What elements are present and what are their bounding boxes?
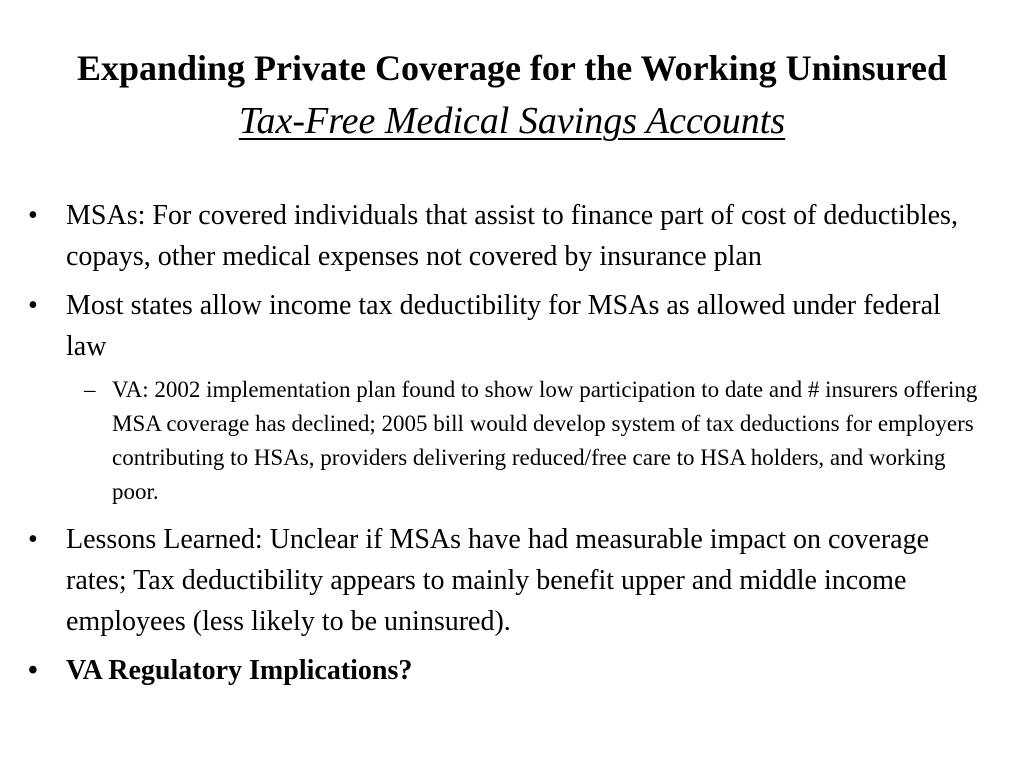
sub-bullet-text: VA: 2002 implementation plan found to show low participation to date and # insurers offering MSA coverage has declined; 2005 bill would develop system of tax deductions for employers contributing to HSAs, providers delivering reduced/free care to HSA holders, and working poor. — [112, 377, 978, 504]
bullet-item — [28, 519, 966, 642]
bullet-text: Most states allow income tax deductibility for MSAs as allowed under federal law — [66, 290, 941, 362]
bullet-item — [28, 285, 966, 367]
slide-subtitle-text: Tax-Free Medical Savings Accounts — [238, 100, 786, 142]
bullet-marker: • — [28, 290, 38, 321]
bullet-list — [0, 195, 1024, 691]
bullet-marker: • — [28, 524, 38, 555]
sub-bullet-marker: – — [84, 377, 96, 402]
sub-bullet-item — [84, 373, 992, 509]
bullet-text: MSAs: For covered individuals that assist to finance part of cost of deductibles, copays, other medical expenses not covered by insurance plan — [66, 200, 958, 272]
bullet-item — [28, 195, 966, 277]
slide-title: Expanding Private Coverage for the Working Uninsured — [76, 48, 948, 88]
bullet-text: VA Regulatory Implications? — [66, 655, 413, 686]
bullet-marker: • — [28, 655, 38, 686]
bullet-item — [28, 650, 966, 691]
slide-subtitle — [0, 98, 1024, 144]
bullet-marker: • — [28, 200, 38, 231]
bullet-text: Lessons Learned: Unclear if MSAs have had measurable impact on coverage rates; Tax deductibility appears to mainly benefit upper and middle income employees (less likely to be uninsured). — [66, 524, 930, 637]
